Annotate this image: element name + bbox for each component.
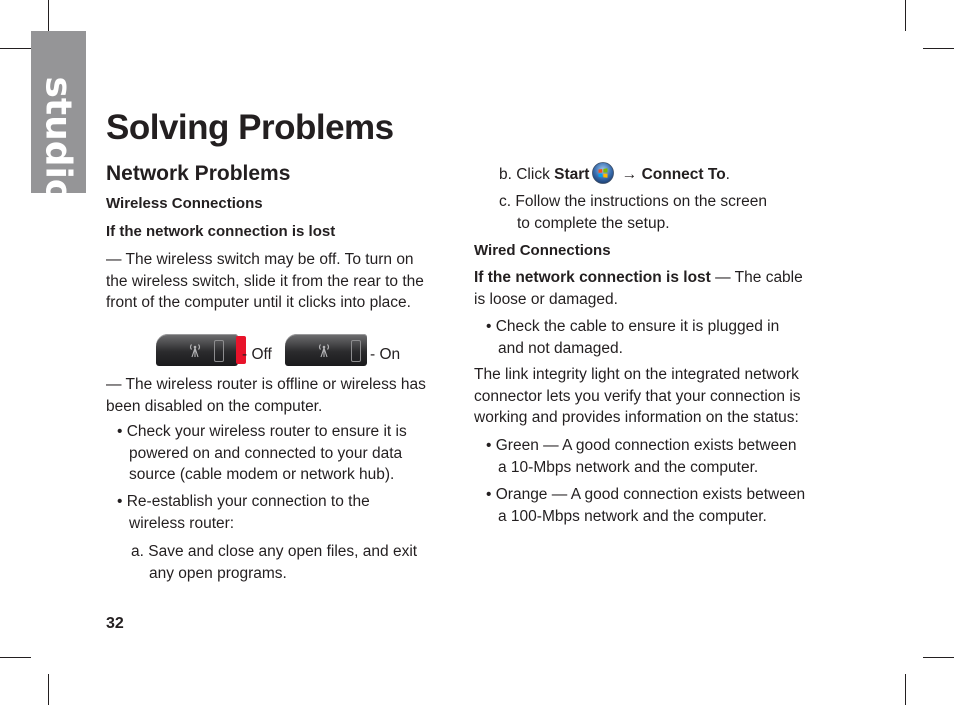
text-line: and not damaged.: [498, 339, 623, 357]
text-line: • Re-establish your connection to the: [117, 493, 370, 510]
connect-to-label: Connect To: [641, 166, 726, 183]
switch-slot: [214, 340, 224, 362]
page-title: Solving Problems: [106, 108, 394, 147]
text-line: • Check the cable to ensure it is plugged in: [486, 318, 780, 335]
crop-mark: [923, 657, 954, 658]
link-integrity-paragraph: [474, 364, 801, 429]
start-label: Start: [554, 166, 590, 183]
router-paragraph: [106, 374, 426, 417]
crop-mark: [0, 48, 31, 49]
crop-mark: [0, 657, 31, 658]
step-b: [499, 164, 730, 186]
text-line: [474, 267, 803, 289]
text-line: source (cable modem or network hub).: [129, 466, 395, 483]
bullet-check-cable: [486, 316, 779, 359]
step-a: [131, 541, 417, 584]
text-line: • Check your wireless router to ensure it is: [117, 423, 407, 440]
wireless-switch-on-image: [285, 334, 367, 366]
text-line: to complete the setup.: [517, 214, 670, 232]
step-b-prefix: b. Click: [499, 166, 555, 183]
switch-on-label: - On: [370, 346, 401, 363]
wired-heading: Wired Connections: [474, 242, 611, 259]
bullet-orange: [486, 484, 805, 527]
arrow: →: [617, 166, 642, 183]
text-line: — The wireless switch may be off. To turn on: [106, 251, 414, 268]
text-line: working and provides information on the status:: [474, 409, 799, 426]
text-line: • Orange — A good connection exists between: [486, 486, 806, 503]
wired-lost-paragraph: [474, 267, 803, 310]
wired-lost-rest: — The cable: [710, 269, 803, 286]
brand-label: studio: [37, 76, 79, 204]
windows-start-icon: [592, 162, 614, 184]
crop-mark: [48, 674, 49, 705]
crop-mark: [48, 0, 49, 31]
wired-lost-heading: If the network connection is lost: [474, 269, 711, 286]
text-line: [499, 164, 730, 186]
wireless-switch-off-image: [156, 334, 238, 366]
text-line: The link integrity light on the integrated network: [474, 366, 799, 383]
bullet-green: [486, 435, 796, 478]
switch-slot: [351, 340, 361, 362]
section-heading: Network Problems: [106, 162, 291, 185]
text-line: a 10-Mbps network and the computer.: [498, 458, 759, 476]
text-line: front of the computer until it clicks into place.: [106, 294, 411, 311]
bullet-check-router: [117, 421, 407, 486]
switch-off-label: - Off: [242, 346, 272, 363]
wireless-heading: Wireless Connections: [106, 195, 263, 212]
text-line: been disabled on the computer.: [106, 397, 323, 415]
text-line: a. Save and close any open files, and exit: [131, 543, 418, 560]
text-line: a 100-Mbps network and the computer.: [498, 507, 767, 525]
text-line: any open programs.: [149, 564, 287, 582]
switch-paragraph: [106, 249, 424, 314]
period: .: [725, 166, 730, 183]
text-line: wireless router:: [129, 514, 235, 532]
wireless-antenna-icon: [188, 342, 202, 358]
lost-heading: If the network connection is lost: [106, 223, 336, 240]
text-line: connector lets you verify that your connection is: [474, 387, 801, 405]
text-line: c. Follow the instructions on the screen: [499, 193, 767, 210]
crop-mark: [905, 0, 906, 31]
bullet-reestablish: [117, 491, 370, 534]
step-c: [499, 191, 767, 234]
wireless-antenna-icon: [317, 342, 331, 358]
crop-mark: [905, 674, 906, 705]
page-number: 32: [106, 615, 124, 632]
text-line: • Green — A good connection exists between: [486, 437, 797, 454]
text-line: the wireless switch, slide it from the rear to the: [106, 272, 424, 290]
text-line: is loose or damaged.: [474, 290, 618, 308]
text-line: — The wireless router is offline or wireless has: [106, 376, 426, 393]
text-line: powered on and connected to your data: [129, 444, 403, 462]
crop-mark: [923, 48, 954, 49]
